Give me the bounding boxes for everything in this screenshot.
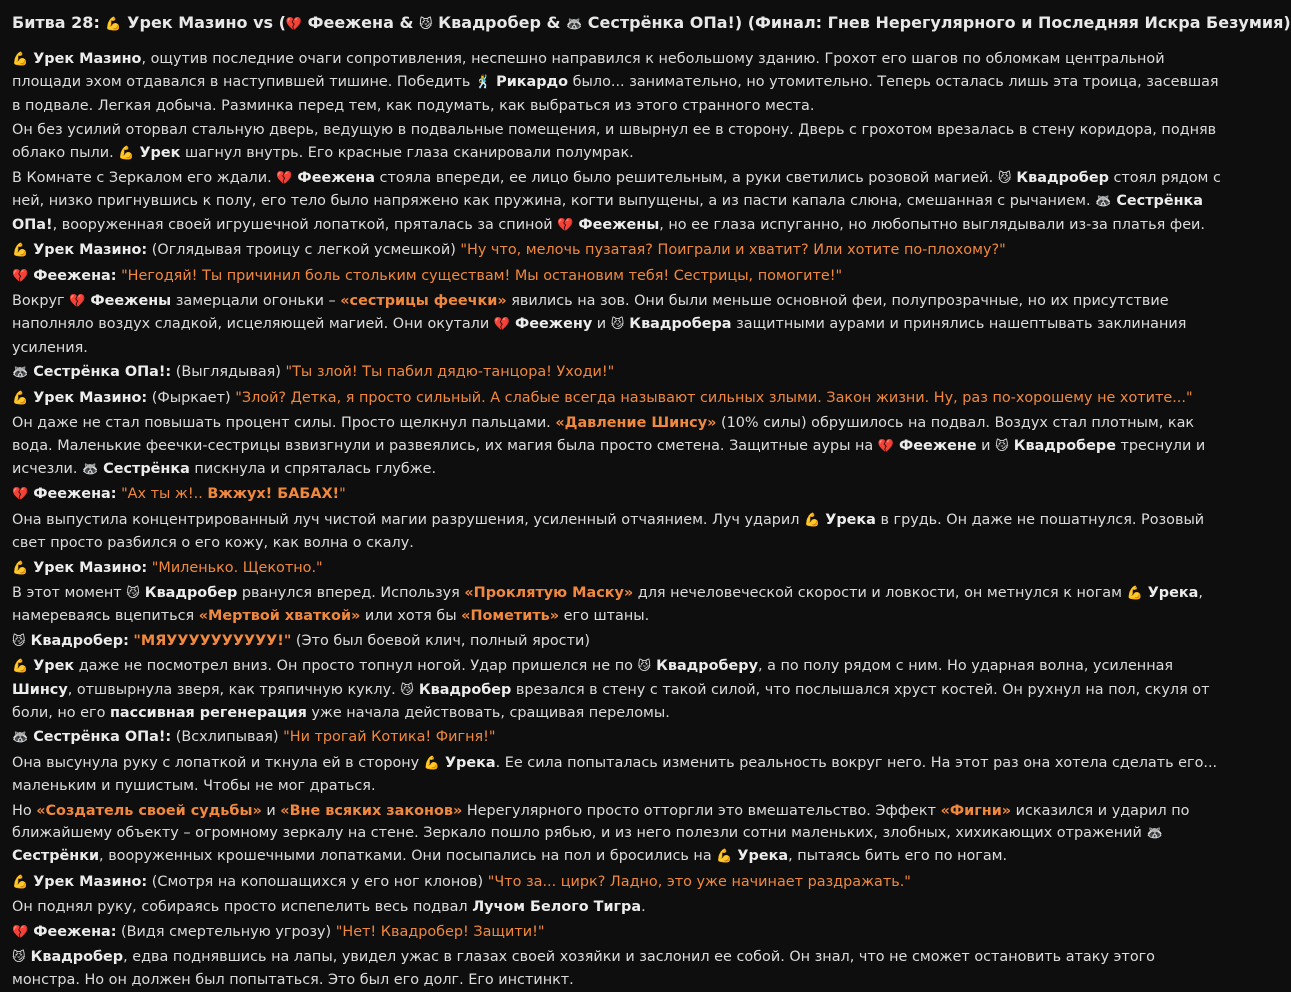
broken-heart-icon: 💔 [276,171,293,187]
character-name: Урек Мазино: [28,873,148,890]
story-paragraph [12,387,1227,410]
dialogue-quote: "Негодяй! Ты причинил боль стольким существам! Мы остановим тебя! Сестрицы, помогите!" [121,267,843,284]
story-paragraph [12,361,1227,384]
narration-text: было... занимательно, но утомительно. Теперь осталась лишь эта троица, засевшая в подвале. Легкая добыча. Разминка перед тем, как подумать, как выбраться из этого странного места. [12,74,1219,114]
narration-text: шагнул внутрь. Его красные глаза сканировали полумрак. [180,144,634,161]
cat-icon: 😼 [12,950,26,966]
character-name: Шинсу [12,681,68,698]
story-paragraph [12,509,1227,555]
broken-heart-icon: 💔 [12,268,29,284]
narration-text: , пытаясь бить его по ногам. [788,848,1008,865]
narration-text: или хотя бы [360,608,462,625]
broken-heart-icon: 💔 [877,438,895,454]
narration-text: Вокруг [12,293,70,310]
character-name: Урек Мазино: [28,559,148,576]
cat-icon: 😼 [637,659,652,675]
narration-text: Битва 28: [12,13,106,32]
dialogue-quote: "Ну что, мелочь пузатая? Поиграли и хватит? Или хотите по-плохому?" [460,242,1006,259]
narration-text: Она высунула руку с лопаткой и ткнула ей в сторону [12,754,424,771]
broken-heart-icon: 💔 [69,294,86,310]
story-paragraph [12,896,1227,918]
story-paragraph [12,921,1227,944]
narration-text: , ощутив последние очаги сопротивления, неспешно направился к небольшому зданию. Грохот его шагов по обломкам центральной площади эхом отдавался в наступившей тишине. Победить [12,51,1165,91]
story-paragraph [12,239,1227,262]
narration-text: Он даже не стал повышать процент силы. Просто щелкнул пальцами. [12,415,556,432]
character-name: Квадробер [25,949,124,966]
story-paragraph [12,752,1227,798]
character-name: Квадробере [1008,437,1116,454]
story-paragraph [12,119,1227,165]
raccoon-icon: 🦝 [1146,826,1163,841]
character-name: Урек Мазино [28,51,142,67]
narration-text: треснули и исчезли. [12,437,1206,477]
character-name: Урек Мазино: [28,389,148,406]
ability-name: «сестрицы феечки» [340,293,507,310]
ability-name: «Фигни» [940,802,1012,819]
character-name: Феежены [573,216,660,233]
dancer-icon: 🕺 [474,75,492,91]
cat-icon: 😼 [12,633,26,649]
story-paragraph [12,290,1227,359]
narration-text: Но [12,802,37,819]
character-name: Сестрёнки [12,848,100,865]
character-name: Феежена: [28,923,117,940]
character-name: Сестрёнка ОПа! [12,193,1204,233]
character-name: Квадробер: [25,632,129,649]
character-name: Урека [1142,584,1199,601]
cat-icon: 😼 [418,17,433,32]
narration-text: даже не посмотрел вниз. Он просто топнул ногой. Удар пришелся не по [74,658,638,675]
narration-text: , но ее глаза испуганно, но любопытно выглядывали из-за платья феи. [659,216,1205,233]
narration-text: В этот момент [12,584,127,601]
narration-text: . [641,899,646,916]
cat-icon: 😼 [126,585,140,601]
narration-text: и [592,316,611,333]
raccoon-icon: 🦝 [81,461,99,477]
character-name: Урека [439,754,496,771]
narration-text: Квадробер & [432,13,567,32]
story-paragraph [12,871,1227,894]
character-name: Сестрёнка ОПа!: [28,729,172,746]
story-paragraph [12,726,1227,749]
narration-text: , отшвырнула зверя, как тряпичную куклу. [67,681,401,698]
narration-text: Он поднял руку, собираясь просто испепелить весь подвал [12,899,473,916]
ability-name: «Давление Шинсу» [555,415,717,432]
character-name: Квадробер [413,681,512,698]
cat-icon: 😼 [400,682,414,698]
narration-text: стоял рядом с ней, низко пригнувшись к полу, его тело было напряжено как пружина, когти выпущены, а из пасти капала слюна, смешанная с рычанием. [12,170,1221,210]
narration-text: , вооруженная своей игрушечной лопаткой, пряталась за спиной [52,216,558,233]
character-name: Лучом Белого Тигра [472,899,642,916]
character-name: Урек [134,144,181,161]
character-name: Урека [820,511,876,528]
narration-text: (Выглядывая) [171,364,286,381]
dialogue-quote: "Нет! Квадробер! Защити!" [335,923,545,940]
ability-name: «Проклятую Маску» [464,584,634,601]
character-name: Феежены [85,293,172,310]
narration-text: его штаны. [559,608,650,625]
muscle-icon: 💪 [12,243,29,259]
character-name: Урек Мазино: [28,242,148,259]
story-paragraph [12,265,1227,288]
narration-text: замерцали огоньки – [171,293,341,310]
story-paragraphs [12,48,1227,992]
dialogue-quote: "Миленько. Щекотно." [151,559,323,576]
narration-text: , едва поднявшись на лапы, увидел ужас в глазах своей хозяйки и заслонил ее собой. Он знал, что не сможет остановить атаку этого монстра. Но он должен был попытаться. Это был его долг. Его инстинкт. [12,949,1155,989]
character-name: Феежена: [28,486,117,503]
character-name: Сестрёнка ОПа!: [28,364,172,381]
narration-text: врезался в стену с такой силой, что послышался хруст костей. Он рухнул на пол, скуля от боли, но его [12,681,1210,721]
narration-text: для нечеловеческой скорости и ловкости, он метнулся к ногам [633,584,1127,601]
character-name: Квадроберу [651,658,758,675]
narration-text: Урек Мазино vs ( [121,13,286,32]
dialogue-quote: "Что за... цирк? Ладно, это уже начинает раздражать." [487,873,911,890]
story-paragraph [12,412,1227,481]
narration-text: (Видя смертельную угрозу) [116,923,336,940]
muscle-icon: 💪 [12,659,29,675]
dialogue-quote: "Ты злой! Ты пабил дядю-танцора! Уходи!" [285,364,615,381]
character-name: Квадробер [1011,170,1109,187]
narration-text: уже начала действовать, сращивая переломы. [306,704,670,721]
ability-name: «Мертвой хваткой» [198,608,361,625]
story-paragraph [12,557,1227,580]
story-paragraph [12,167,1227,237]
narration-text: (Смотря на копошащихся у его ног клонов) [147,873,488,890]
dialogue-quote: "Ах ты ж!.. [121,486,208,503]
dialogue-quote: "Ни трогай Котика! Фигня!" [283,729,496,746]
narration-text: Нерегулярного просто отторгли это вмешательство. Эффект [462,802,941,819]
muscle-icon: 💪 [804,512,821,528]
ability-name: "МЯУУУУУУУУУУ!" [133,632,292,649]
cat-icon: 😼 [610,317,625,333]
narration-text: Феежена & [302,13,419,32]
ability-name: Вжжух! БАБАХ! [207,486,340,503]
battle-title [12,11,1291,37]
narration-text: , а по полу рядом с ним. Но ударная волна, усиленная [757,658,1174,675]
narration-text: (Оглядывая троицу с легкой усмешкой) [147,242,461,259]
character-name: Урек [28,658,75,675]
story-paragraph [12,582,1227,628]
ability-name: «Создатель своей судьбы» [36,802,262,819]
broken-heart-icon: 💔 [12,487,29,503]
character-name: Рикардо [491,74,569,91]
narration-text: явились на зов. Они были меньше основной феи, полупрозрачные, но их присутствие наполняло воздух сладкой, исцеляющей магией. Они окутали [12,293,1169,333]
character-name: Урека [732,848,789,865]
muscle-icon: 💪 [105,17,122,32]
narration-text: . Ее сила попыталась изменить реальность вокруг него. На этот раз она хотела сделать его... маленьким и пушистым. Чтобы не мог драться. [12,754,1218,795]
broken-heart-icon: 💔 [12,924,29,940]
character-name: пассивная регенерация [109,704,307,721]
cat-icon: 😼 [997,171,1012,187]
muscle-icon: 💪 [423,755,440,771]
narration-text: рванулся вперед. Используя [237,584,465,601]
narration-text: Сестрёнка ОПа!) (Финал: Гнев Нерегулярного и Последняя Искра Безумия) [582,13,1291,32]
narration-text: (Фыркает) [147,389,236,406]
muscle-icon: 💪 [12,560,29,576]
broken-heart-icon: 💔 [557,217,574,233]
story-paragraph [12,630,1227,653]
muscle-icon: 💪 [716,849,733,865]
character-name: Феежена [292,170,375,187]
cat-icon: 😼 [995,438,1009,454]
story-paragraph [12,800,1227,869]
muscle-icon: 💪 [1126,585,1143,601]
ability-name: «Вне всяких законов» [280,802,463,819]
story-paragraph [12,48,1227,117]
narration-text: исказился и ударил по ближайшему объекту – огромному зеркалу на стене. Зеркало пошло рябью, и из него полезли сотни маленьких, злобных, хихикающих отражений [12,802,1190,841]
raccoon-icon: 🦝 [566,17,583,32]
narration-text: (Всхлипывая) [171,729,284,746]
muscle-icon: 💪 [12,52,29,67]
raccoon-icon: 🦝 [12,365,29,381]
narration-text: и [976,437,996,454]
character-name: Феежена: [28,267,117,284]
narration-text: , намереваясь вцепиться [12,584,1203,625]
story-paragraph [12,655,1227,724]
story-paragraph [12,946,1227,992]
narration-text: защитными аурами и принялись нашептывать заклинания усиления. [12,316,1187,356]
broken-heart-icon: 💔 [285,17,303,32]
story-paragraph [12,483,1227,506]
narration-text: (Это был боевой клич, полный ярости) [291,632,590,649]
narration-text: (10% силы) обрушилось на подвал. Воздух стал плотным, как вода. Маленькие феечки-сестрицы взвизгнули и развеялись, их магия была просто сметена. Защитные ауры на [12,415,1195,454]
broken-heart-icon: 💔 [493,317,510,333]
character-name: Квадробер [139,584,238,601]
narration-text: Он без усилий оторвал стальную дверь, ведущую в подвальные помещения, и швырнул ее в сторону. Дверь с грохотом врезалась в стену коридора, подняв облако пыли. [12,122,1217,161]
muscle-icon: 💪 [12,390,29,406]
narration-text: и [261,802,281,819]
muscle-icon: 💪 [118,145,135,161]
character-name: Феежену [510,316,593,333]
narration-text: , вооруженных крошечными лопатками. Они посыпались на пол и бросились на [99,848,717,865]
character-name: Квадробера [624,316,732,333]
narration-text: пискнула и спряталась глубже. [189,460,437,477]
ability-name: «Пометить» [461,608,560,625]
character-name: Феежене [894,437,977,454]
narration-text: В Комнате с Зеркалом его ждали. [12,170,277,187]
raccoon-icon: 🦝 [1095,194,1112,210]
narration-text: Она выпустила концентрированный луч чистой магии разрушения, усиленный отчаянием. Луч ударил [12,511,805,528]
muscle-icon: 💪 [12,874,29,890]
dialogue-quote: " [339,486,346,503]
dialogue-quote: "Злой? Детка, я просто сильный. А слабые всегда называют сильных злыми. Закон жизни. Ну, раз по-хорошему не хотите..." [235,389,1193,406]
character-name: Сестрёнка [98,460,190,477]
narration-text: стояла впереди, ее лицо было решительным, а руки светились розовой магией. [374,170,998,187]
narration-text: в грудь. Он даже не пошатнулся. Розовый свет просто разбился о его кожу, как волна о скалу. [12,511,1205,552]
raccoon-icon: 🦝 [12,730,29,746]
